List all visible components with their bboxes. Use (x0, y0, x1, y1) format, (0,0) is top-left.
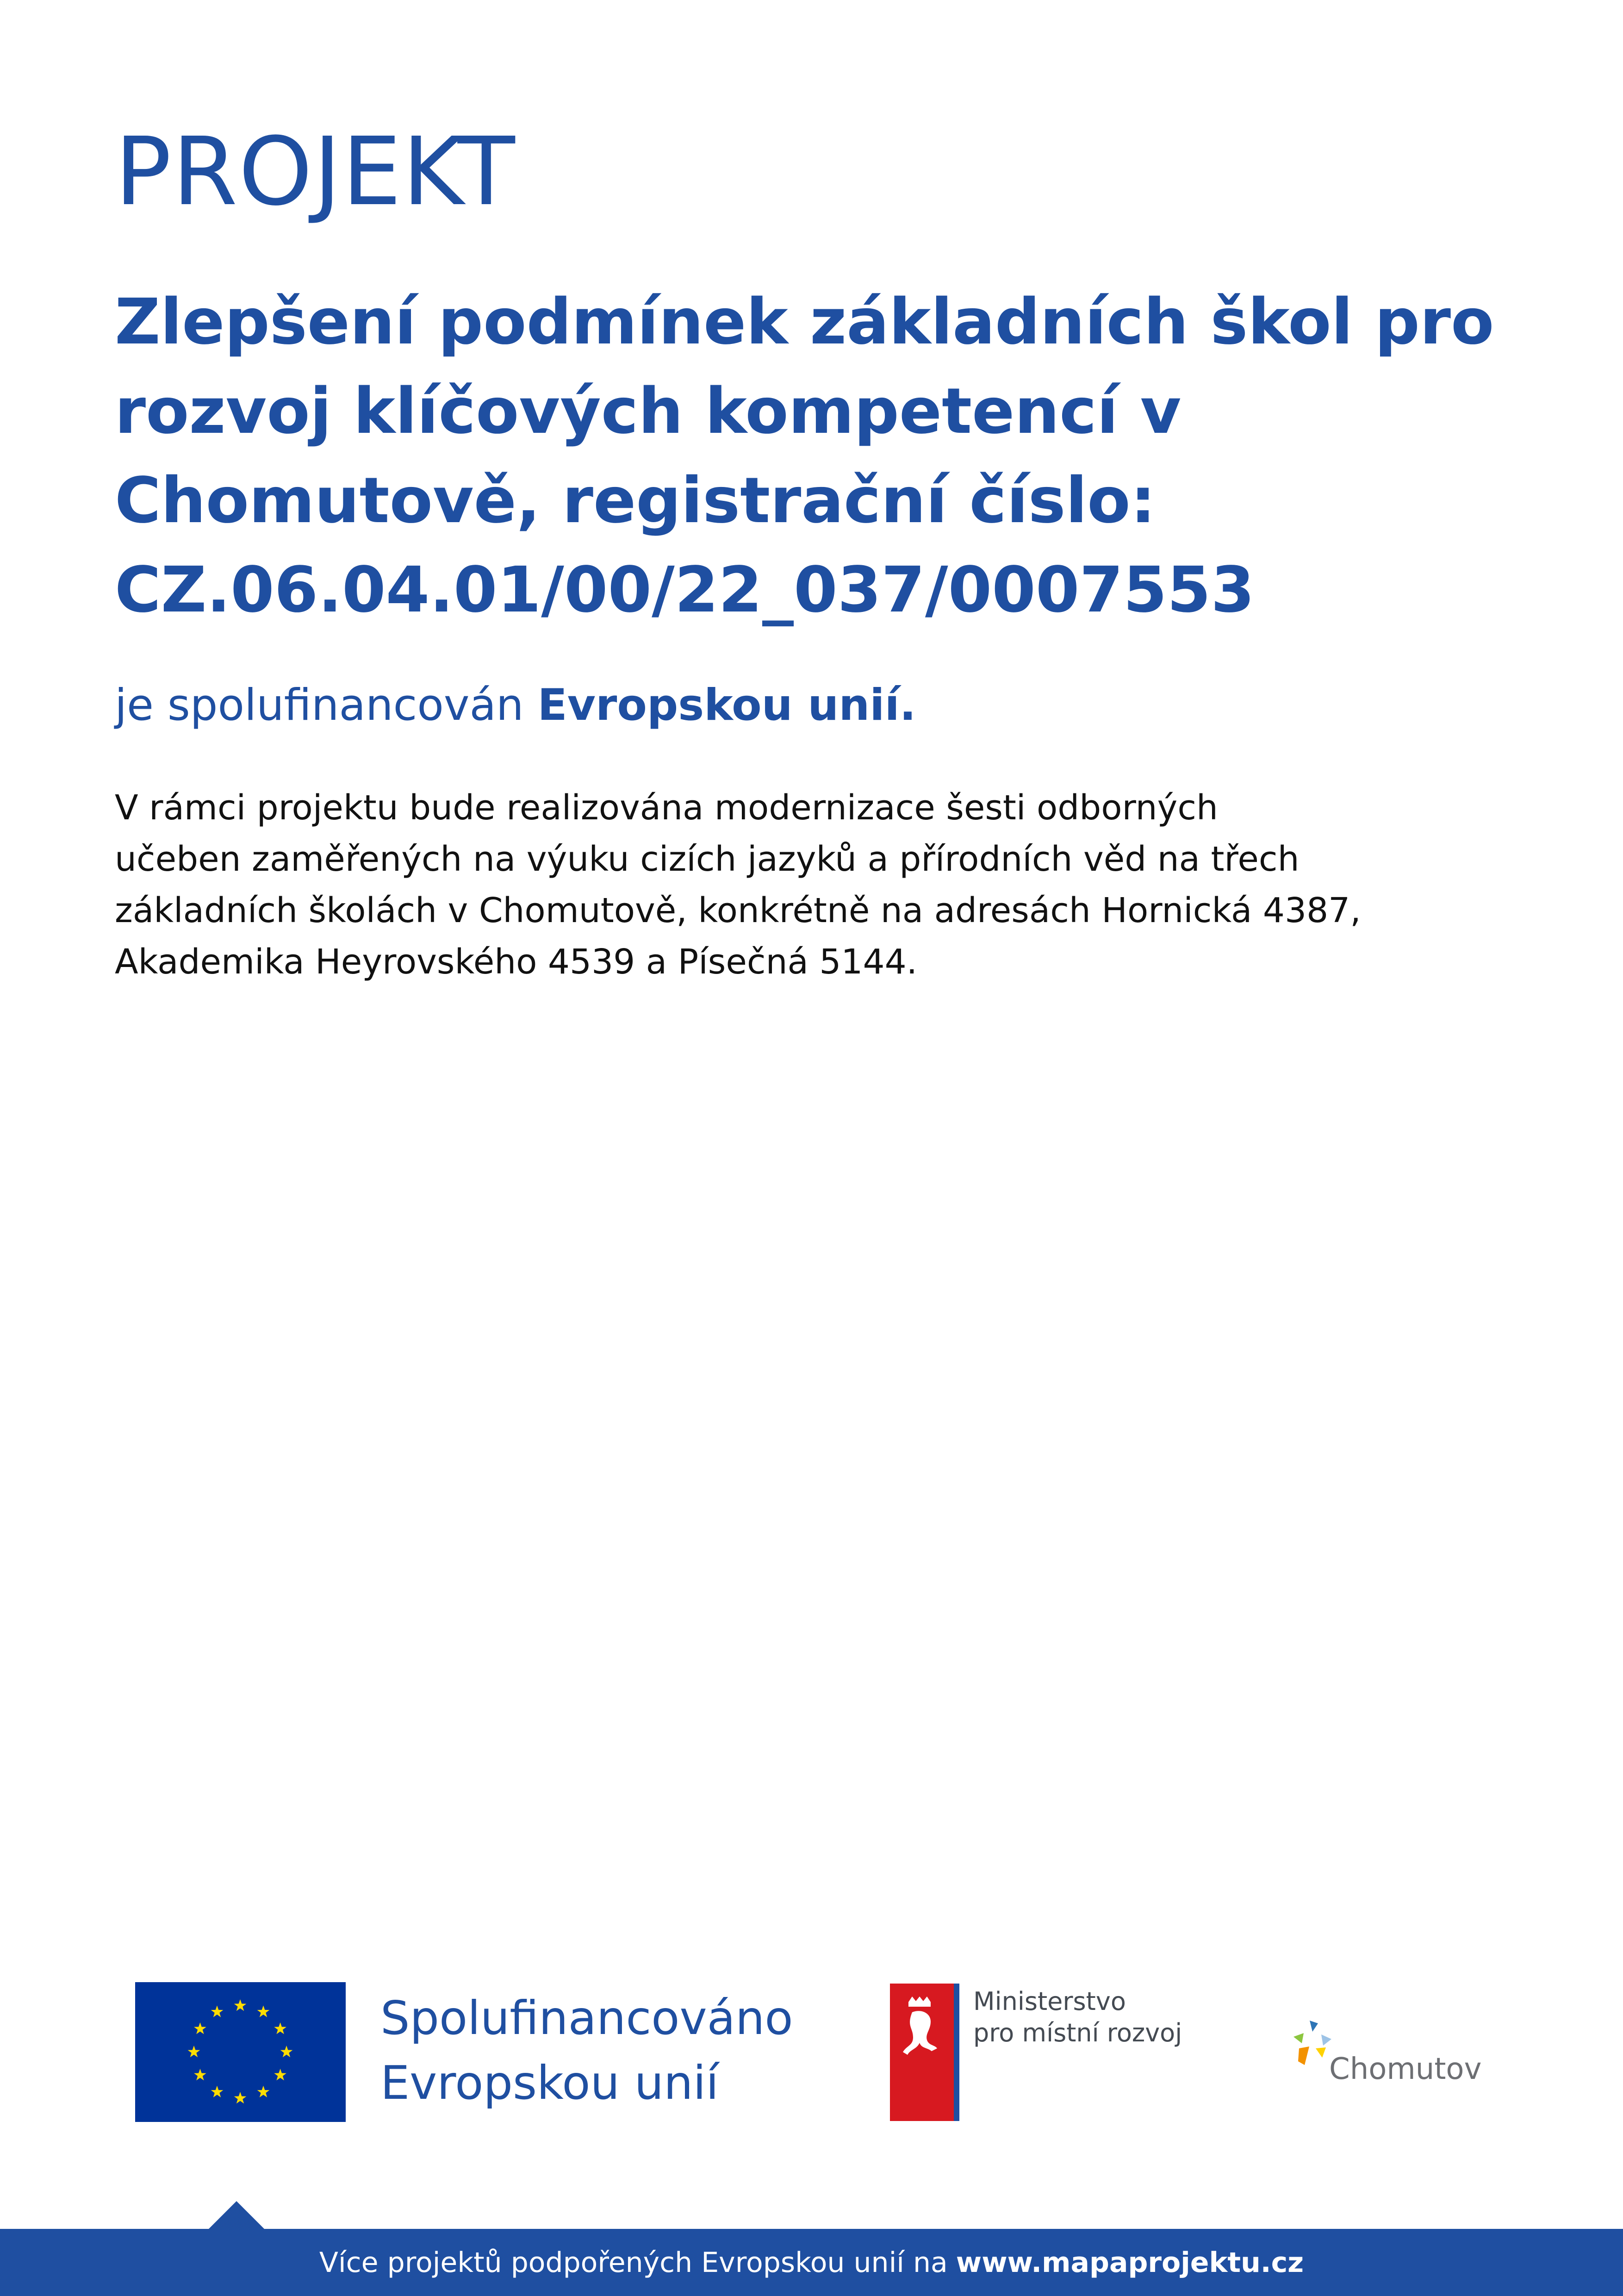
eu-flag-icon (135, 1982, 346, 2122)
description-line: V rámci projektu bude realizována modernizace šesti odborných (115, 788, 1218, 828)
mmr-logo-text (973, 1986, 1182, 2049)
cofinancing-prefix: je spolufinancován (115, 680, 524, 730)
eu-logo-text (380, 1986, 793, 2115)
description-line: základních školách v Chomutově, konkrétně na adresách Hornická 4387, (115, 891, 1361, 930)
description-line: Akademika Heyrovského 4539 a Písečná 5144. (115, 942, 918, 982)
footer-text: Více projektů podpořených Evropskou unií na (319, 2246, 948, 2279)
footer-bar (0, 2229, 1623, 2296)
cofinancing-emphasis: Evropskou unií. (537, 680, 916, 730)
footer-notch (209, 2201, 264, 2229)
description-line: učeben zaměřených na výuku cizích jazyků a přírodních věd na třech (115, 839, 1300, 879)
mmr-emblem-icon (890, 1984, 959, 2121)
mmr-logo-line: pro místní rozvoj (973, 2018, 1182, 2047)
mmr-logo-line: Ministerstvo (973, 1987, 1126, 2016)
eu-logo-line: Spolufinancováno (380, 1991, 793, 2045)
project-label: PROJEKT (115, 117, 516, 226)
project-description (115, 782, 1457, 988)
eu-logo-line: Evropskou unií (380, 2056, 719, 2110)
cofinancing-statement (115, 680, 916, 732)
footer-link[interactable]: www.mapaprojektu.cz (956, 2246, 1304, 2279)
project-title: Zlepšení podmínek základních škol pro rozvoj klíčových kompetencí v Chomutově, registrační číslo: CZ.06.04.01/00/22_037/0007553 (115, 286, 1494, 627)
chomutov-logo-text: Chomutov (1329, 2052, 1482, 2086)
